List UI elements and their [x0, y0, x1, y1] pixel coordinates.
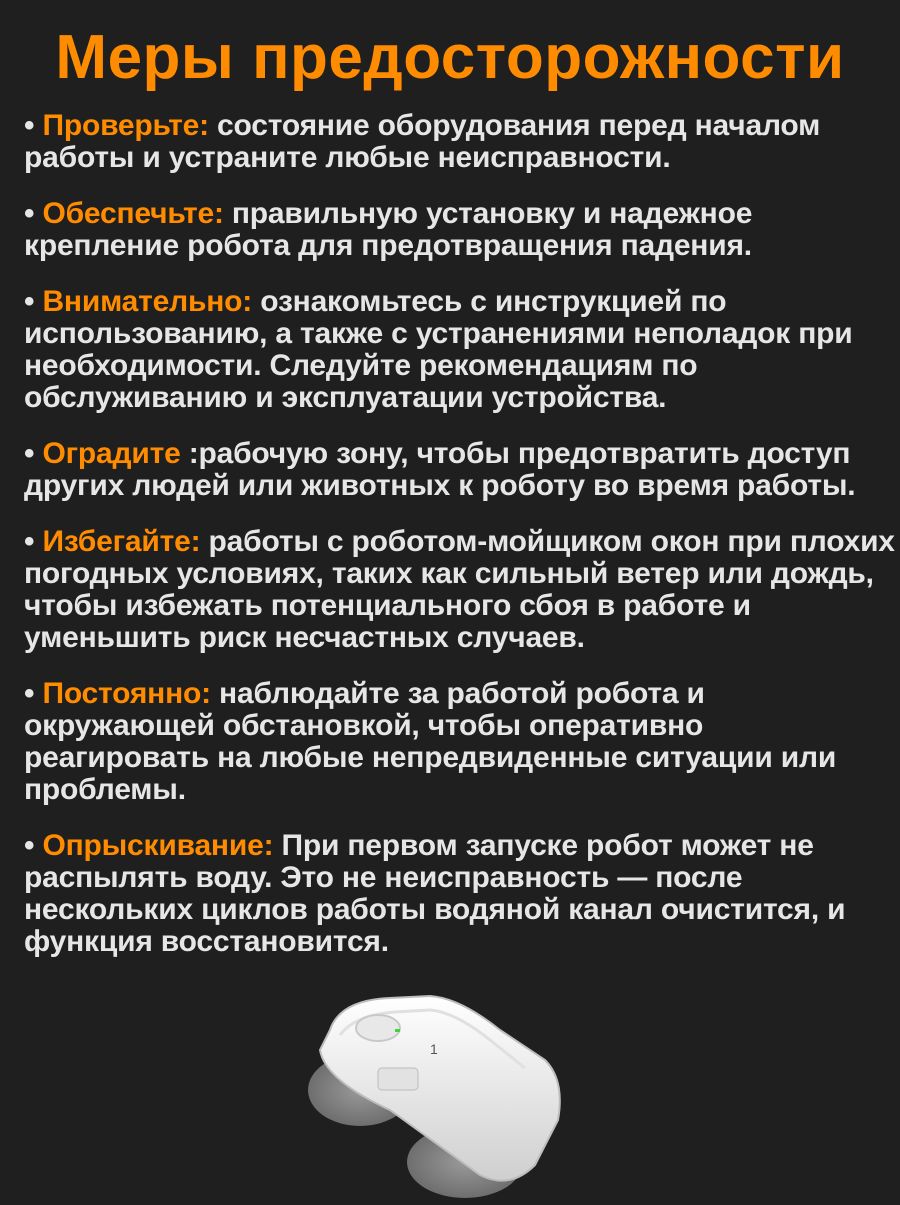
item-text: При первом запуске робот может не распылять воду. Это не неисправность — после нескольких циклов работы водяной канал очистится, и функция восстановится. — [24, 829, 846, 958]
list-item — [24, 286, 896, 414]
list-item — [24, 678, 896, 806]
bullet: • — [24, 437, 43, 470]
bullet: • — [24, 109, 43, 142]
list-item — [24, 830, 896, 958]
list-item — [24, 438, 896, 502]
item-text: работы с роботом-мойщиком окон при плохих погодных условиях, таких как сильный ветер или дождь, чтобы избежать потенциального сбоя в работе и уменьшить риск несчастных случаев. — [24, 525, 895, 654]
item-keyword: Постоянно: — [42, 677, 211, 710]
bullet: • — [24, 525, 43, 558]
item-keyword: Оградите — [42, 437, 181, 470]
bullet: • — [24, 677, 43, 710]
window-cleaning-robot-image — [300, 990, 580, 1200]
item-keyword: Опрыскивание: — [42, 829, 274, 862]
list-item — [24, 526, 896, 654]
item-text: состояние оборудования перед началом работы и устраните любые неисправности. — [24, 109, 821, 174]
bullet: • — [24, 285, 43, 318]
svg-text:1: 1 — [430, 1041, 438, 1057]
item-keyword: Обеспечьте: — [42, 197, 224, 230]
item-text: правильную установку и надежное крепление робота для предотвращения падения. — [24, 197, 753, 262]
precautions-list — [24, 110, 896, 982]
item-text: наблюдайте за работой робота и окружающей обстановкой, чтобы оперативно реагировать на любые непредвиденные ситуации или проблемы. — [24, 677, 837, 806]
list-item — [24, 110, 896, 174]
item-text: ознакомьтесь с инструкцией по использованию, а также с устранениями неполадок при необходимости. Следуйте рекомендациям по обслуживанию и эксплуатации устройства. — [24, 285, 853, 414]
item-text: :рабочую зону, чтобы предотвратить доступ других людей или животных к роботу во время работы. — [24, 437, 856, 502]
list-item — [24, 198, 896, 262]
item-keyword: Внимательно: — [42, 285, 253, 318]
item-keyword: Проверьте: — [42, 109, 209, 142]
page-title: Меры предосторожности — [55, 23, 845, 92]
item-keyword: Избегайте: — [42, 525, 201, 558]
bullet: • — [24, 197, 43, 230]
bullet: • — [24, 829, 43, 862]
